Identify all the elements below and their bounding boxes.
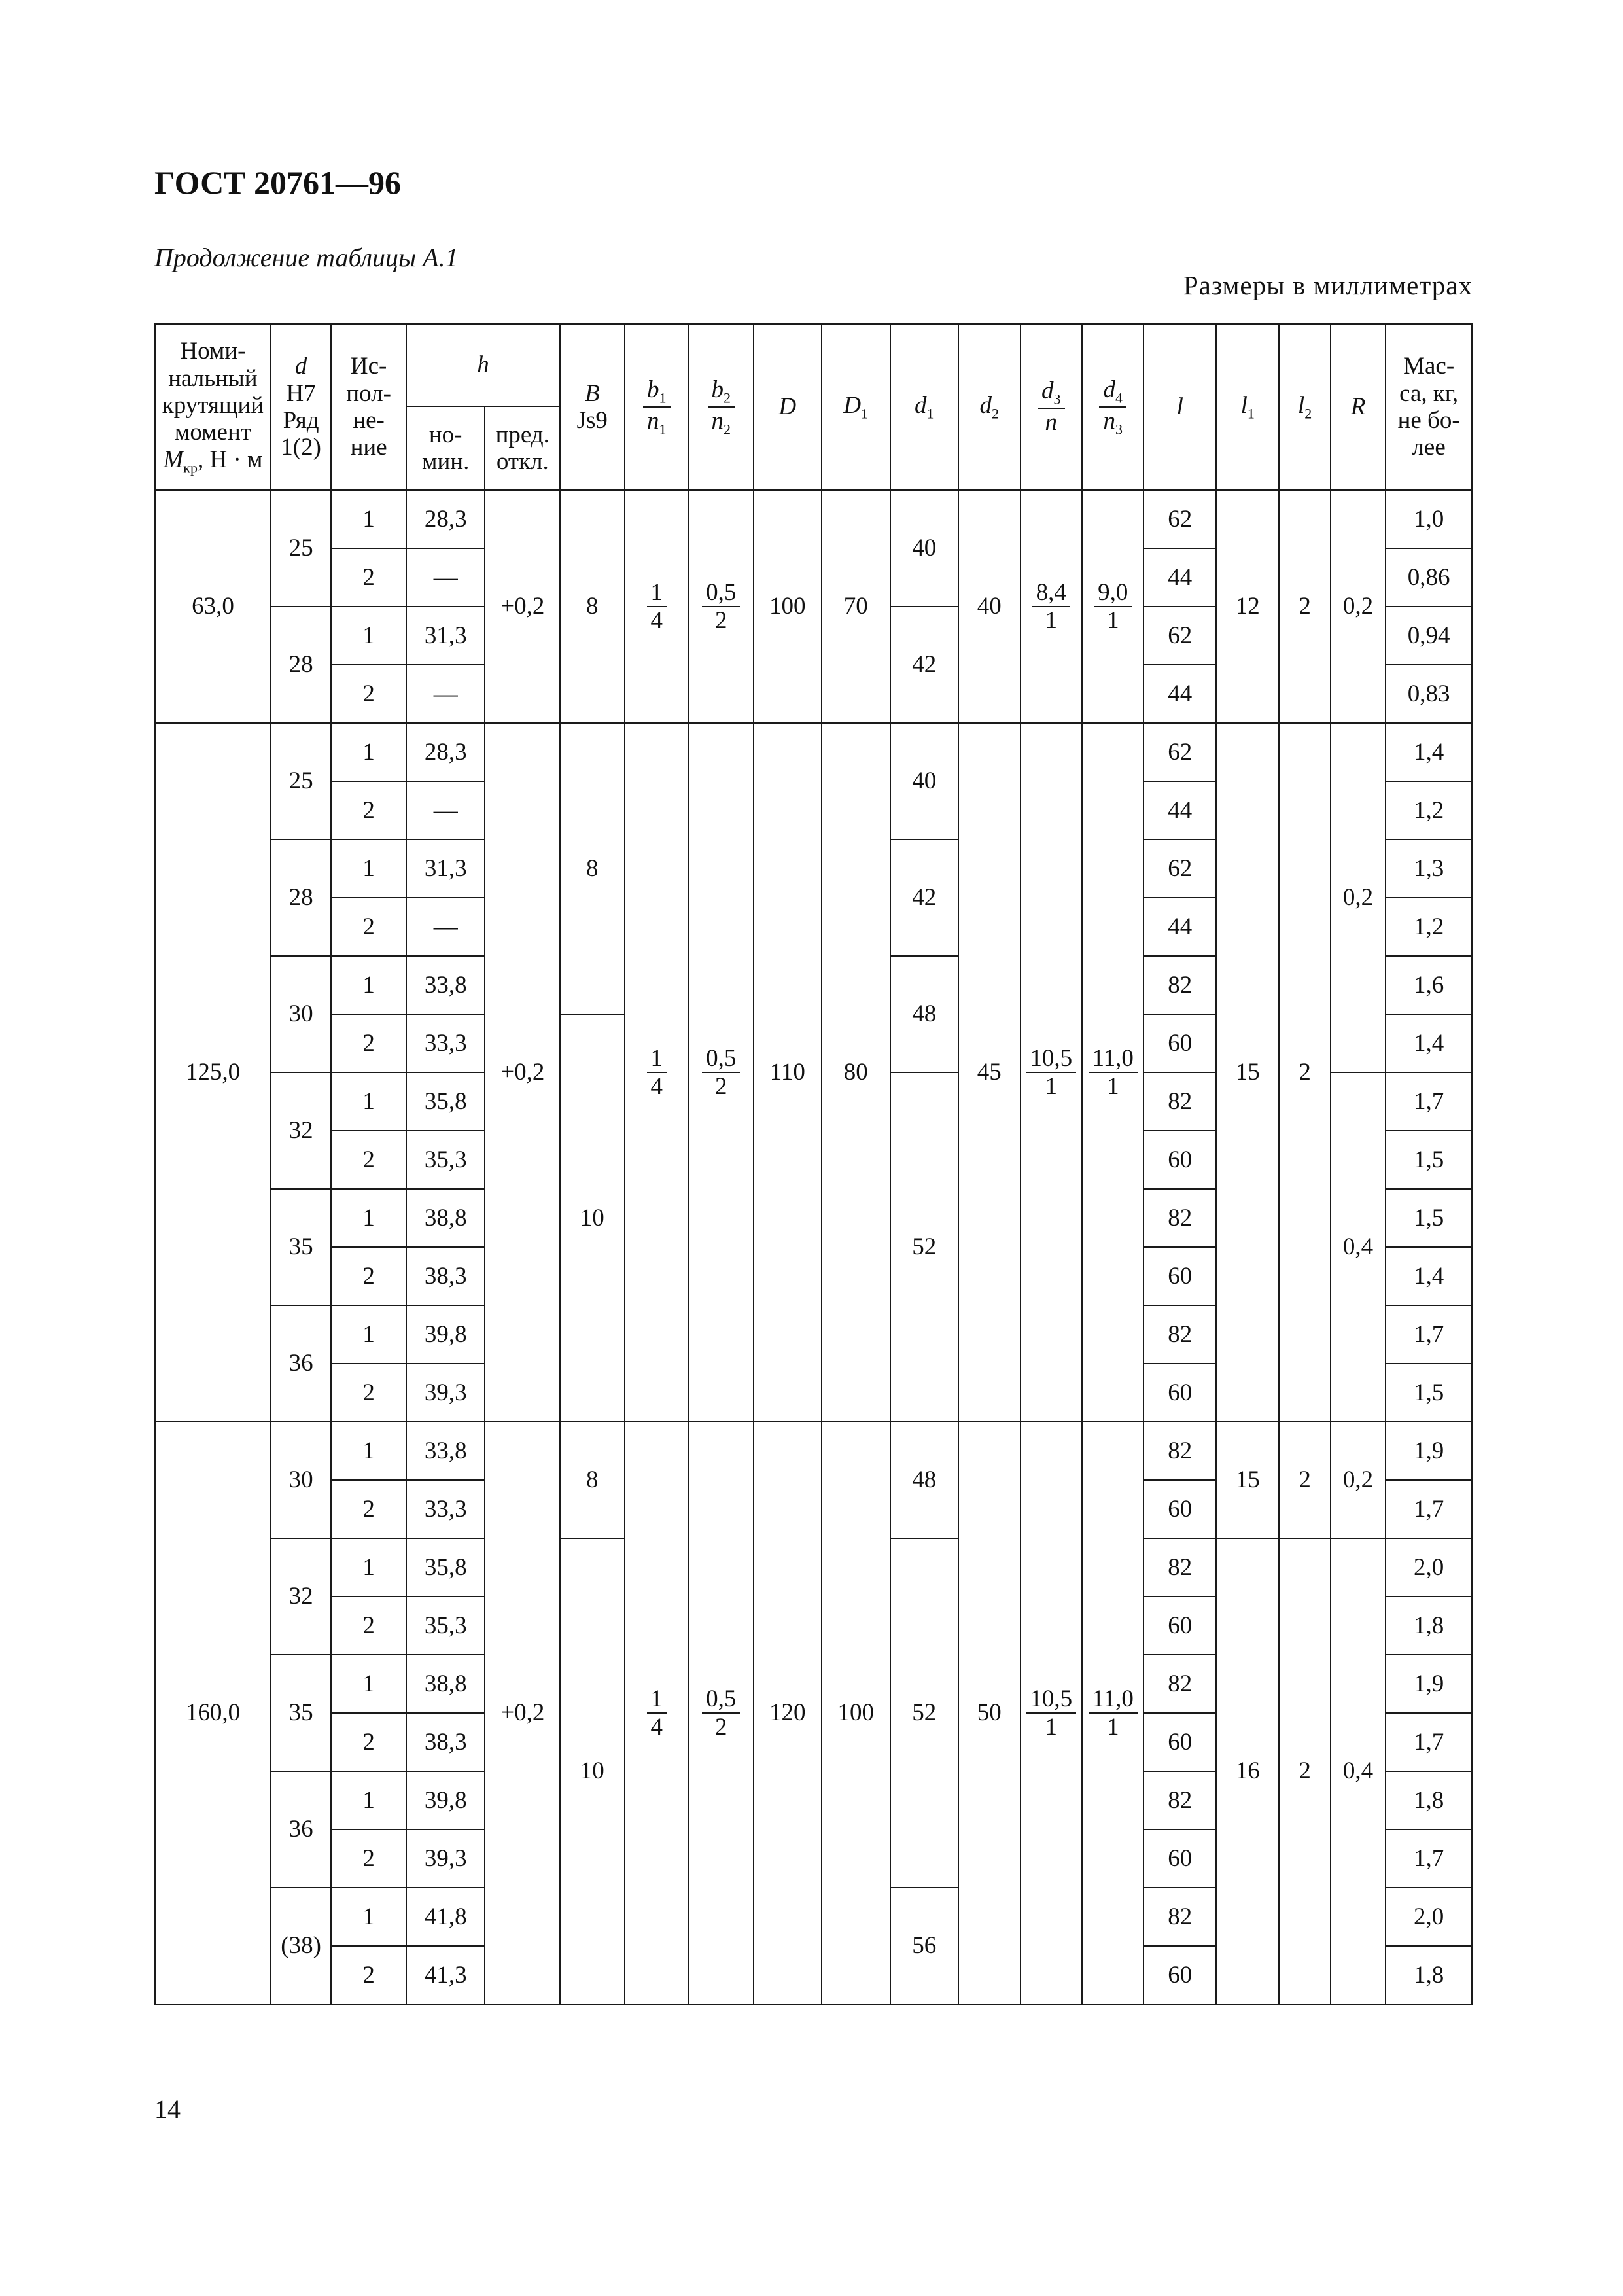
header-l: l: [1143, 324, 1216, 490]
d2-cell: 45: [958, 723, 1020, 1422]
l2-cell: 2: [1279, 723, 1330, 1422]
h-cell: 31,3: [406, 839, 485, 898]
mass-cell: 1,9: [1386, 1655, 1472, 1713]
torque-cell: 125,0: [155, 723, 271, 1422]
variant-cell: 2: [331, 1480, 406, 1538]
header-B: B Js9: [560, 324, 624, 490]
h-cell: 33,8: [406, 956, 485, 1014]
mass-cell: 1,8: [1386, 1771, 1472, 1829]
h-cell: 39,3: [406, 1364, 485, 1422]
header-l2: $l_2$: [1279, 324, 1330, 490]
l-cell: 44: [1143, 665, 1216, 723]
h-dev-cell: +0,2: [485, 1422, 560, 2004]
doc-title: ГОСТ 20761—96: [154, 164, 402, 201]
h-cell: 33,3: [406, 1014, 485, 1072]
d-cell: 30: [271, 1422, 331, 1538]
l2-cell: 2: [1279, 1538, 1330, 2004]
variant-cell: 1: [331, 1538, 406, 1597]
variant-cell: 2: [331, 1713, 406, 1771]
page-number: 14: [154, 2094, 181, 2124]
h-cell: 41,3: [406, 1946, 485, 2004]
l2-cell: 2: [1279, 1422, 1330, 1538]
B-cell: 8: [560, 1422, 624, 1538]
d4n3-cell: $\frac{9,0}{1}$: [1082, 490, 1143, 723]
l-cell: 62: [1143, 607, 1216, 665]
variant-cell: 1: [331, 1771, 406, 1829]
b1n1-cell: $\frac{1}{4}$: [625, 723, 689, 1422]
B-cell: 8: [560, 490, 624, 723]
l-cell: 60: [1143, 1946, 1216, 2004]
d-cell: 25: [271, 490, 331, 607]
variant-cell: 2: [331, 665, 406, 723]
l-cell: 60: [1143, 1247, 1216, 1305]
l-cell: 82: [1143, 1189, 1216, 1247]
variant-cell: 2: [331, 1597, 406, 1655]
variant-cell: 1: [331, 723, 406, 781]
l-cell: 60: [1143, 1597, 1216, 1655]
variant-cell: 1: [331, 1189, 406, 1247]
l-cell: 44: [1143, 898, 1216, 956]
variant-cell: 1: [331, 607, 406, 665]
d-cell: 32: [271, 1072, 331, 1189]
variant-cell: 1: [331, 490, 406, 548]
mass-cell: 1,7: [1386, 1480, 1472, 1538]
D-cell: 110: [754, 723, 822, 1422]
mass-cell: 1,5: [1386, 1131, 1472, 1189]
header-l1: $l_1$: [1216, 324, 1279, 490]
b2n2-cell: $\frac{0,5}{2}$: [689, 1422, 753, 2004]
l-cell: 60: [1143, 1480, 1216, 1538]
h-cell: 38,3: [406, 1247, 485, 1305]
d3n-cell: $\frac{8,4}{1}$: [1021, 490, 1082, 723]
header-D1: $D_1$: [822, 324, 890, 490]
d2-cell: 40: [958, 490, 1020, 723]
D1-cell: 70: [822, 490, 890, 723]
d1-cell: 52: [890, 1072, 959, 1422]
h-cell: —: [406, 665, 485, 723]
d1-cell: 48: [890, 1422, 959, 1538]
l-cell: 82: [1143, 956, 1216, 1014]
header-d2: $d_2$: [958, 324, 1020, 490]
l-cell: 60: [1143, 1713, 1216, 1771]
h-cell: 38,8: [406, 1655, 485, 1713]
l1-cell: 15: [1216, 723, 1279, 1422]
d1-cell: 40: [890, 723, 959, 839]
B-cell: 8: [560, 723, 624, 1014]
h-cell: —: [406, 548, 485, 607]
variant-cell: 1: [331, 956, 406, 1014]
l1-cell: 12: [1216, 490, 1279, 723]
variant-cell: 2: [331, 1014, 406, 1072]
mass-cell: 1,8: [1386, 1597, 1472, 1655]
d3n-cell: $\frac{10,5}{1}$: [1021, 723, 1082, 1422]
h-cell: 35,8: [406, 1538, 485, 1597]
h-cell: —: [406, 898, 485, 956]
l-cell: 82: [1143, 1538, 1216, 1597]
B-cell: 10: [560, 1538, 624, 2004]
mass-cell: 1,9: [1386, 1422, 1472, 1480]
torque-cell: 63,0: [155, 490, 271, 723]
table-continuation: Продолжение таблицы А.1: [154, 243, 459, 272]
h-cell: 35,3: [406, 1597, 485, 1655]
d-cell: 35: [271, 1189, 331, 1305]
d1-cell: 42: [890, 839, 959, 956]
mass-cell: 1,4: [1386, 1247, 1472, 1305]
R-cell: 0,2: [1331, 723, 1386, 1072]
d1-cell: 56: [890, 1888, 959, 2004]
D-cell: 100: [754, 490, 822, 723]
mass-cell: 2,0: [1386, 1538, 1472, 1597]
h-cell: 35,8: [406, 1072, 485, 1131]
R-cell: 0,2: [1331, 490, 1386, 723]
header-h: h: [406, 324, 560, 406]
header-d1: $d_1$: [890, 324, 959, 490]
h-cell: 35,3: [406, 1131, 485, 1189]
d-cell: 28: [271, 607, 331, 723]
variant-cell: 2: [331, 1364, 406, 1422]
l-cell: 82: [1143, 1422, 1216, 1480]
mass-cell: 1,7: [1386, 1305, 1472, 1364]
d4n3-cell: $\frac{11,0}{1}$: [1082, 723, 1143, 1422]
variant-cell: 2: [331, 898, 406, 956]
R-cell: 0,2: [1331, 1422, 1386, 1538]
mass-cell: 1,0: [1386, 490, 1472, 548]
l-cell: 60: [1143, 1364, 1216, 1422]
mass-cell: 0,83: [1386, 665, 1472, 723]
variant-cell: 2: [331, 1131, 406, 1189]
d1-cell: 48: [890, 956, 959, 1072]
b2n2-cell: $\frac{0,5}{2}$: [689, 723, 753, 1422]
table-row: [155, 490, 1472, 548]
header-b2-n2: $\frac{b_2}{n_2}$: [689, 324, 753, 490]
mass-cell: 2,0: [1386, 1888, 1472, 1946]
l2-cell: 2: [1279, 490, 1330, 723]
b1n1-cell: $\frac{1}{4}$: [625, 490, 689, 723]
l-cell: 62: [1143, 490, 1216, 548]
d-cell: 30: [271, 956, 331, 1072]
d-cell: (38): [271, 1888, 331, 2004]
d4n3-cell: $\frac{11,0}{1}$: [1082, 1422, 1143, 2004]
header-b1-n1: $\frac{b_1}{n_1}$: [625, 324, 689, 490]
l-cell: 60: [1143, 1829, 1216, 1888]
d1-cell: 52: [890, 1538, 959, 1888]
d2-cell: 50: [958, 1422, 1020, 2004]
l-cell: 62: [1143, 839, 1216, 898]
mass-cell: 0,94: [1386, 607, 1472, 665]
l-cell: 82: [1143, 1072, 1216, 1131]
header-d: d H7 Ряд 1(2): [271, 324, 331, 490]
d3n-cell: $\frac{10,5}{1}$: [1021, 1422, 1082, 2004]
variant-cell: 1: [331, 1655, 406, 1713]
D1-cell: 80: [822, 723, 890, 1422]
h-cell: 38,8: [406, 1189, 485, 1247]
header-torque: Номи- нальный крутящий момент $M_{кр}$, Н · м: [155, 324, 271, 490]
R-cell: 0,4: [1331, 1072, 1386, 1422]
h-dev-cell: +0,2: [485, 723, 560, 1422]
mass-cell: 1,6: [1386, 956, 1472, 1014]
h-cell: 33,3: [406, 1480, 485, 1538]
l-cell: 82: [1143, 1305, 1216, 1364]
D-cell: 120: [754, 1422, 822, 2004]
d-cell: 25: [271, 723, 331, 839]
R-cell: 0,4: [1331, 1538, 1386, 2004]
variant-cell: 2: [331, 1247, 406, 1305]
mass-cell: 1,2: [1386, 898, 1472, 956]
l1-cell: 15: [1216, 1422, 1279, 1538]
mass-cell: 1,7: [1386, 1713, 1472, 1771]
l-cell: 44: [1143, 781, 1216, 839]
b1n1-cell: $\frac{1}{4}$: [625, 1422, 689, 2004]
h-cell: 28,3: [406, 490, 485, 548]
header-d3-n: $\frac{d_3}{n}$: [1021, 324, 1082, 490]
mass-cell: 1,8: [1386, 1946, 1472, 2004]
header-R: R: [1331, 324, 1386, 490]
h-cell: 39,8: [406, 1305, 485, 1364]
header-h-deviation: пред. откл.: [485, 406, 560, 490]
mass-cell: 1,5: [1386, 1364, 1472, 1422]
variant-cell: 2: [331, 1946, 406, 2004]
variant-cell: 1: [331, 1422, 406, 1480]
l-cell: 62: [1143, 723, 1216, 781]
h-cell: 39,8: [406, 1771, 485, 1829]
B-cell: 10: [560, 1014, 624, 1422]
l-cell: 82: [1143, 1888, 1216, 1946]
variant-cell: 1: [331, 1888, 406, 1946]
header-h-nominal: но- мин.: [406, 406, 485, 490]
b2n2-cell: $\frac{0,5}{2}$: [689, 490, 753, 723]
mass-cell: 1,5: [1386, 1189, 1472, 1247]
d1-cell: 42: [890, 607, 959, 723]
torque-cell: 160,0: [155, 1422, 271, 2004]
variant-cell: 2: [331, 1829, 406, 1888]
mass-cell: 1,4: [1386, 723, 1472, 781]
h-cell: 28,3: [406, 723, 485, 781]
h-dev-cell: +0,2: [485, 490, 560, 723]
variant-cell: 1: [331, 1305, 406, 1364]
h-cell: 41,8: [406, 1888, 485, 1946]
d-cell: 28: [271, 839, 331, 956]
variant-cell: 2: [331, 548, 406, 607]
h-cell: —: [406, 781, 485, 839]
mass-cell: 1,2: [1386, 781, 1472, 839]
mass-cell: 0,86: [1386, 548, 1472, 607]
l-cell: 82: [1143, 1771, 1216, 1829]
header-d4-n3: $\frac{d_4}{n_3}$: [1082, 324, 1143, 490]
d-cell: 35: [271, 1655, 331, 1771]
d-cell: 36: [271, 1305, 331, 1422]
mass-cell: 1,7: [1386, 1829, 1472, 1888]
h-cell: 39,3: [406, 1829, 485, 1888]
table-row: [155, 723, 1472, 781]
variant-cell: 1: [331, 1072, 406, 1131]
l1-cell: 16: [1216, 1538, 1279, 2004]
d1-cell: 40: [890, 490, 959, 607]
l-cell: 44: [1143, 548, 1216, 607]
header-mass: Мас- са, кг, не бо- лее: [1386, 324, 1472, 490]
d-cell: 32: [271, 1538, 331, 1655]
l-cell: 60: [1143, 1131, 1216, 1189]
variant-cell: 2: [331, 781, 406, 839]
header-variant: Ис- пол- не- ние: [331, 324, 406, 490]
d-cell: 36: [271, 1771, 331, 1888]
l-cell: 82: [1143, 1655, 1216, 1713]
mass-cell: 1,7: [1386, 1072, 1472, 1131]
h-cell: 31,3: [406, 607, 485, 665]
D1-cell: 100: [822, 1422, 890, 2004]
header-D: D: [754, 324, 822, 490]
table-row: [155, 1422, 1472, 1480]
units-note: Размеры в миллиметрах: [1183, 270, 1473, 300]
h-cell: 33,8: [406, 1422, 485, 1480]
dimensions-table: [154, 323, 1473, 2005]
l-cell: 60: [1143, 1014, 1216, 1072]
variant-cell: 1: [331, 839, 406, 898]
mass-cell: 1,3: [1386, 839, 1472, 898]
mass-cell: 1,4: [1386, 1014, 1472, 1072]
h-cell: 38,3: [406, 1713, 485, 1771]
